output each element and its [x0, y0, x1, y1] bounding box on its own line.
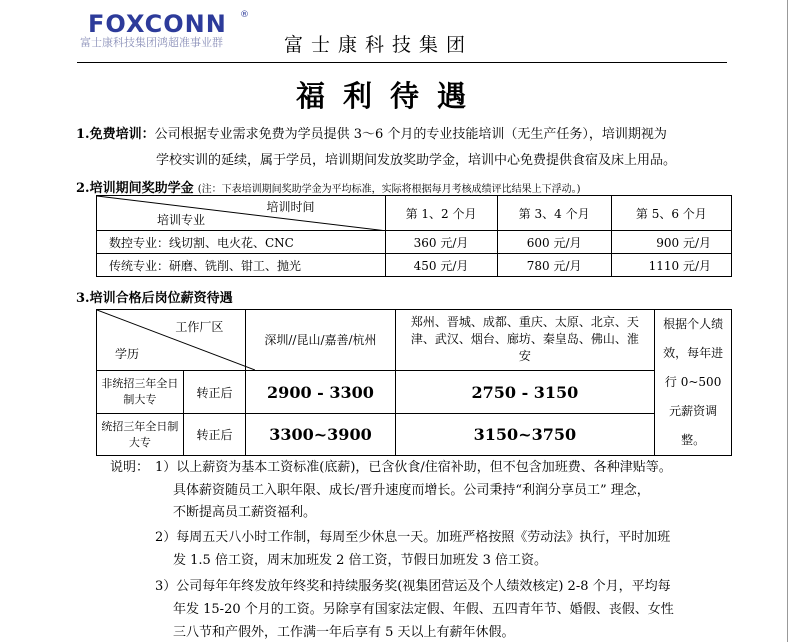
- stipend-cell: 360 元/月: [385, 231, 497, 254]
- notes-label: 说明：: [110, 460, 150, 475]
- note3-line1: 3）公司每年年终发放年终奖和持续服务奖(视集团营运及个人绩效核定) 2-8 个月，平均每: [155, 579, 671, 594]
- page-title: 福利待遇: [296, 79, 485, 113]
- stipend-col-header: 第 1、2 个月: [385, 196, 497, 231]
- section2-heading-row: [76, 177, 581, 196]
- section1-heading: 1.免费培训：: [76, 127, 155, 142]
- stipend-cell: 450 元/月: [385, 254, 497, 277]
- salary-value: 3150~3750: [395, 414, 655, 456]
- stipend-table: [96, 195, 732, 277]
- salary-status: 转正后: [183, 414, 246, 456]
- note3-line3: 三八节和产假外，工作满一年后享有 5 天以上有薪年休假。: [173, 625, 515, 640]
- section1-text-line1: 公司根据专业需求免费为学员提供 3～6 个月的专业技能培训（无生产任务），培训期视为: [154, 127, 667, 142]
- note1-line2: 具体薪资随员工入职年限、成长/晋升速度而增长。公司秉持“利润分享员工” 理念，: [173, 483, 650, 498]
- stipend-col-header: 第 3、4 个月: [497, 196, 611, 231]
- salary-corner-top: 工作厂区: [175, 320, 224, 334]
- section3-heading: 3.培训合格后岗位薪资待遇: [76, 291, 233, 306]
- salary-table: [96, 309, 732, 456]
- note1-line1: 1）以上薪资为基本工资标准(底薪)，已含伙食/住宿补助，但不包含加班费、各种津贴等。: [155, 460, 672, 475]
- note1-line3: 不断提高员工薪资福利。: [173, 505, 317, 520]
- salary-status: 转正后: [183, 370, 246, 414]
- stipend-cell: 780 元/月: [497, 254, 611, 277]
- salary-value: 2900 - 3300: [246, 370, 395, 414]
- section1-line1: [76, 123, 667, 142]
- table-row: [97, 254, 732, 277]
- note3-line2: 年发 15-20 个月的工资。另除享有国家法定假、年假、五四青年节、婚假、丧假、女性: [173, 602, 674, 617]
- table-row: [97, 370, 732, 414]
- salary-corner-cell: [97, 310, 246, 371]
- note2-line1: 2）每周五天八小时工作制，每周至少休息一天。加班严格按照《劳动法》执行，平时加班: [155, 530, 671, 545]
- table-row: [97, 231, 732, 254]
- stipend-row-label: 传统专业：研磨、铣削、钳工、抛光: [97, 254, 386, 277]
- stipend-cell: 1110 元/月: [611, 254, 731, 277]
- salary-edu: 统招三年全日制大专: [97, 414, 184, 456]
- stipend-cell: 600 元/月: [497, 231, 611, 254]
- stipend-corner-bottom: 培训专业: [157, 213, 206, 227]
- stipend-row-label: 数控专业：线切割、电火花、CNC: [97, 231, 386, 254]
- salary-side-note: 根据个人绩效，每年进行 0~500 元薪资调整。: [655, 310, 732, 456]
- salary-value: 2750 - 3150: [395, 370, 655, 414]
- header-divider: [77, 62, 727, 63]
- table-row: [97, 414, 732, 456]
- stipend-corner-cell: [97, 196, 386, 231]
- diagonal-line: [97, 196, 387, 231]
- salary-col-header: 郑州、晋城、成都、重庆、太原、北京、天津、武汉、烟台、廊坊、秦皇岛、佛山、淮安: [395, 310, 655, 371]
- section2-note: (注：下表培训期间奖助学金为平均标准，实际将根据每月考核成绩评比结果上下浮动。): [197, 184, 581, 195]
- registered-mark: ®: [240, 10, 249, 20]
- note2-line2: 发 1.5 倍工资，周末加班发 2 倍工资，节假日加班发 3 倍工资。: [173, 553, 548, 568]
- logo-tagline: 富士康科技集团鸿超准事业群: [80, 36, 223, 49]
- stipend-cell: 900 元/月: [611, 231, 731, 254]
- section2-heading: 2.培训期间奖助学金: [76, 181, 194, 196]
- salary-value: 3300~3900: [246, 414, 395, 456]
- page-right-edge: [787, 0, 788, 642]
- company-name: 富士康科技集团: [284, 34, 474, 56]
- section1-text-line2: 学校实训的延续，属于学员，培训期间发放奖助学金，培训中心免费提供食宿及床上用品。: [156, 153, 677, 168]
- salary-edu: 非统招三年全日制大专: [97, 370, 184, 414]
- foxconn-logo: FOXCONN: [88, 10, 227, 38]
- salary-corner-bottom: 学历: [115, 346, 140, 361]
- salary-col-header: 深圳//昆山/嘉善/杭州: [246, 310, 395, 371]
- stipend-corner-top: 培训时间: [266, 200, 315, 214]
- stipend-col-header: 第 5、6 个月: [611, 196, 731, 231]
